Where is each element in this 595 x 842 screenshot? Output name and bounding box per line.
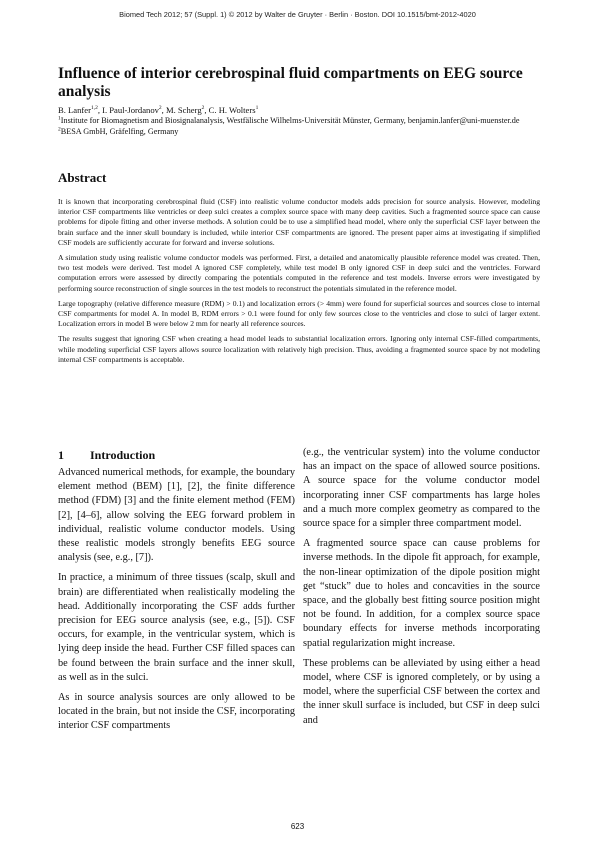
- author-affiliation-mark: 1,2: [90, 105, 98, 112]
- author: C. H. Wolters: [208, 105, 256, 115]
- author-affiliation-mark: 2: [201, 105, 205, 112]
- body-column-left: [58, 466, 295, 740]
- body-paragraph: A fragmented source space can cause problems for inverse methods. In the dipole fit approach, for example, the non-linear optimization of the dipole position might get “stuck” due to holes and concavities in the source space, and the globally best fitting source position might not be found. In addition, for a complex source space boundary effects for inverse methods incorporating spatial regularization might increase.: [303, 538, 540, 649]
- affiliations: [58, 116, 540, 137]
- author: I. Paul-Jordanov: [102, 105, 159, 115]
- body-paragraph: (e.g., the ventricular system) into the volume conductor has an impact on the space of allowed source positions. A source space for the volume conductor model incorporating inner CSF compartments has large holes and a much more complex geometry as compared to the source space for a simpler three compartment model.: [303, 447, 540, 530]
- page-number: 623: [290, 822, 305, 831]
- section-heading: [58, 448, 155, 463]
- affiliation-text: Institute for Biomagnetism and Biosignalanalysis, Westfälische Wilhelms-Universität Münster, Germany, benjamin.lanfer@uni-muenster.de: [60, 116, 520, 125]
- author-affiliation-mark: 1: [255, 105, 259, 112]
- body-paragraph: Advanced numerical methods, for example, the boundary element method (BEM) [1], [2], the finite difference method (FDM) [3] and the finite element method (FEM) [2], [4–6], allow solving the EEG forward problem in individual, realistic volume conductor models. Using these realistic models strongly benefits EEG source analysis (see, e.g., [7]).: [58, 467, 295, 564]
- affiliation-2: [58, 127, 540, 138]
- abstract-paragraph: It is known that incorporating cerebrospinal fluid (CSF) into realistic volume conductor models adds precision for source analysis. However, modeling interior CSF compartments like ventricles or deep sulci creates a complex source space with many deep cavities. Such a fragmented source space can cause problems for dipole fitting and other inverse methods. A solution could be to use a simplified head model, where only the superficial CSF layer between the brain surface and the inner skull boundary is included, while interior CSF compartments are ignored. The present paper aims at investigating if simplified CSF models are sufficiently accurate for forward and inverse solutions.: [58, 197, 540, 247]
- abstract-paragraph: A simulation study using realistic volume conductor models was performed. First, a detailed and anatomically plausible reference model was created. Then, two test models were derived. Test model A ignored CSF completely, while test model B only ignored CSF in deep sulci and the ventricles. Forward computation errors were assessed by directly comparing the potentials computed in the reference and test models. Inverse errors were investigated by performing source reconstruction of single sources in the test models to reconstruct the potentials simulated in the reference model.: [58, 253, 540, 293]
- paper-title: Influence of interior cerebrospinal fluid compartments on EEG source analysis: [58, 65, 523, 100]
- author-block: [58, 105, 540, 137]
- affiliation-text: BESA GmbH, Gräfelfing, Germany: [60, 126, 179, 136]
- section-title: Introduction: [90, 448, 156, 462]
- abstract-paragraph: Large topography (relative difference measure (RDM) > 0.1) and localization errors (> 4mm) were found for superficial sources and sources close to internal CSF compartments for model A. In model B, RDM errors > 0.1 were found for only few sources close to the ventricles and close to sulci of larger extent. Localization errors in model B were below 2 mm for nearly all reference sources.: [58, 298, 540, 329]
- author: M. Scherg: [165, 105, 202, 115]
- abstract-heading: Abstract: [58, 170, 107, 185]
- affiliation-mark: 1: [58, 115, 61, 122]
- body-paragraph: In practice, a minimum of three tissues (scalp, skull and brain) are differentiated when realistically modeling the head. Additionally incorporating the CSF adds further precision for EEG source analysis (see, e.g., [5]). CSF occurs, for example, in the ventricular system, which is lying deep inside the head. Further CSF filled spaces can be found between the brain surface and the inner skull, as well as in the sulci.: [58, 572, 295, 683]
- abstract-body: [58, 197, 540, 370]
- body-paragraph: As in source analysis sources are only allowed to be located in the brain, but not inside the CSF, incorporating interior CSF compartments: [58, 692, 295, 732]
- body-paragraph: These problems can be alleviated by using either a head model, where CSF is ignored completely, or by using a model, where the superficial CSF between the cortex and the inner skull surface is included, but CSF in deep sulci and: [303, 657, 540, 726]
- affiliation-1: [58, 116, 540, 127]
- running-header: Biomed Tech 2012; 57 (Suppl. 1) © 2012 by Walter de Gruyter · Berlin · Boston. DOI 10.1515/bmt-2012-4020: [119, 10, 476, 19]
- abstract-paragraph: The results suggest that ignoring CSF when creating a head model leads to substantial localization errors. Ignoring only internal CSF-filled compartments, while modeling superficial CSF layers allows source localization with relatively high precision. Thus, avoiding a fragmented source space by not modeling internal CSF compartments is acceptable.: [58, 334, 540, 364]
- body-column-right: [303, 446, 540, 734]
- section-number: 1: [58, 448, 64, 462]
- affiliation-mark: 2: [58, 125, 61, 132]
- author-list: B. Lanfer$^{1,2}$, I. Paul-Jordanov$^2$, M. Scherg$^2$, C. H. Wolters$^1$: [58, 105, 259, 115]
- author: B. Lanfer: [58, 105, 91, 115]
- author-affiliation-mark: 2: [158, 105, 162, 112]
